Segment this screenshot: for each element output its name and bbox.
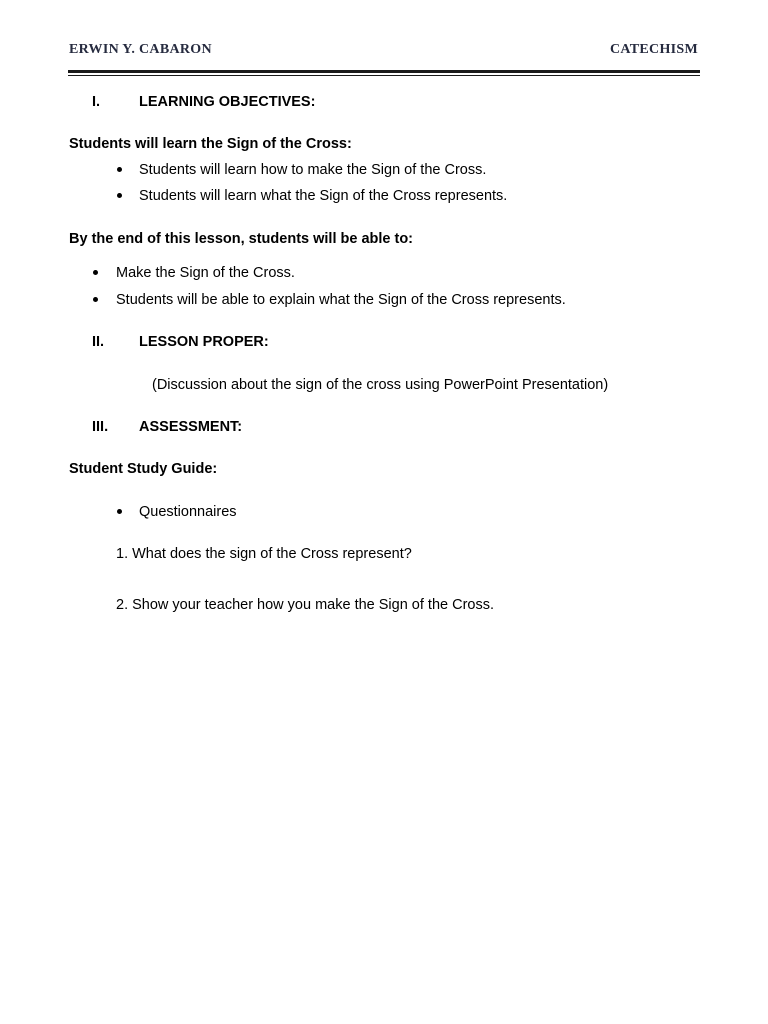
- page-header: [69, 42, 698, 62]
- section-numeral: II.: [92, 334, 105, 350]
- list-item: Students will learn how to make the Sign of the Cross.: [139, 162, 487, 178]
- outcomes-intro: By the end of this lesson, students will be able to:: [69, 231, 414, 247]
- section-title: LESSON PROPER:: [139, 334, 269, 350]
- header-rule-thin: [68, 75, 700, 76]
- subject-name: CATECHISM: [609, 42, 698, 57]
- objectives-intro: Students will learn the Sign of the Cross:: [69, 136, 352, 152]
- question: 2. Show your teacher how you make the Sign of the Cross.: [116, 597, 495, 613]
- bullet-icon: [93, 270, 98, 275]
- section-title: LEARNING OBJECTIVES:: [139, 94, 316, 110]
- author-name: ERWIN Y. CABARON: [69, 42, 212, 57]
- study-guide-title: Student Study Guide:: [69, 461, 218, 477]
- bullet-icon: [117, 167, 122, 172]
- bullet-icon: [117, 509, 122, 514]
- header-rule-thick: [68, 70, 700, 73]
- section-title: ASSESSMENT:: [139, 419, 243, 435]
- list-item: Questionnaires: [139, 504, 237, 520]
- list-item: Students will be able to explain what the Sign of the Cross represents.: [116, 292, 566, 308]
- bullet-icon: [93, 297, 98, 302]
- section-numeral: I.: [92, 94, 101, 110]
- question: 1. What does the sign of the Cross represent?: [116, 546, 412, 562]
- section-numeral: III.: [92, 419, 109, 435]
- list-item: Make the Sign of the Cross.: [116, 265, 295, 281]
- list-item: Students will learn what the Sign of the Cross represents.: [139, 188, 508, 204]
- lesson-text: (Discussion about the sign of the cross using PowerPoint Presentation): [152, 377, 609, 393]
- bullet-icon: [117, 193, 122, 198]
